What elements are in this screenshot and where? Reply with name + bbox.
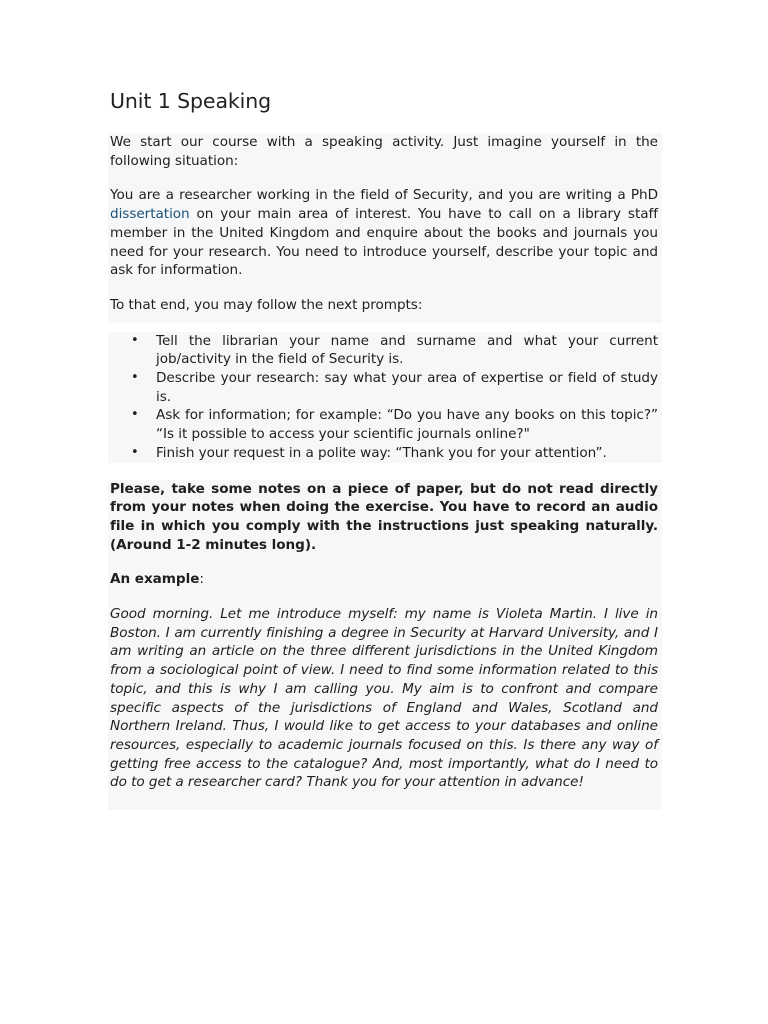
example-heading-line [110, 570, 658, 589]
page-title: Unit 1 Speaking [110, 89, 272, 113]
situation-text-end: on your main area of interest. You have to call on a library staff member in the United Kingdom and enquire about the books and journals you need for your research. You need to introduce yourself, describe your topic and ask for information. [110, 206, 658, 279]
prompt-text: Tell the librarian your name and surname and what your current job/activity in the field of Security is. [156, 332, 658, 368]
bullet-icon: • [131, 370, 139, 386]
prompts-list [110, 332, 658, 463]
bullet-icon: • [131, 332, 139, 348]
list-item [110, 332, 658, 369]
example-section [108, 480, 662, 811]
prompt-text: Ask for information; for example: “Do you have any books on this topic?” “Is it possible to access your scientific journals online?" [156, 407, 658, 443]
dissertation-link[interactable]: dissertation [110, 206, 190, 223]
prompts-intro: To that end, you may follow the next prompts: [110, 296, 423, 313]
example-heading-colon: : [199, 571, 204, 588]
example-paragraph: Good morning. Let me introduce myself: my name is Violeta Martin. I live in Boston. I am currently finishing a degree in Security at Harvard University, and I am writing an article on the three different jurisdictions in the United Kingdom from a sociological point of view. I need to find some information related to this topic, and this is why I am calling you. My aim is to confront and compare specific aspects of the jurisdictions of England and Wales, Scotland and Northern Ireland. Thus, I would like to get access to your databases and online resources, especially to academic journals focused on this. Is there any way of getting free access to the catalogue? And, most importantly, what do I need to do to get a researcher card? Thank you for your attention in advance! [110, 606, 658, 791]
prompt-text: Finish your request in a polite way: “Thank you for your attention”. [156, 444, 607, 461]
prompts-section [108, 332, 662, 463]
list-item [110, 369, 658, 406]
document-page [110, 86, 658, 810]
instructions-paragraph: Please, take some notes on a piece of paper, but do not read directly from your notes when doing the exercise. You have to record an audio file in which you comply with the instructions just speaking naturally. (Around 1-2 minutes long). [110, 480, 658, 553]
intro-section [108, 133, 662, 323]
prompt-text: Describe your research: say what your area of expertise or field of study is. [156, 370, 658, 405]
intro-paragraph: We start our course with a speaking activity. Just imagine yourself in the following situation: [110, 134, 658, 169]
bullet-icon: • [131, 407, 139, 423]
situation-text-start: You are a researcher working in the field of Security, and you are writing a PhD [110, 187, 658, 204]
list-item [110, 406, 658, 443]
bullet-icon: • [131, 444, 139, 460]
example-heading: An example [110, 571, 200, 588]
list-item [110, 444, 658, 463]
situation-paragraph [110, 186, 658, 280]
